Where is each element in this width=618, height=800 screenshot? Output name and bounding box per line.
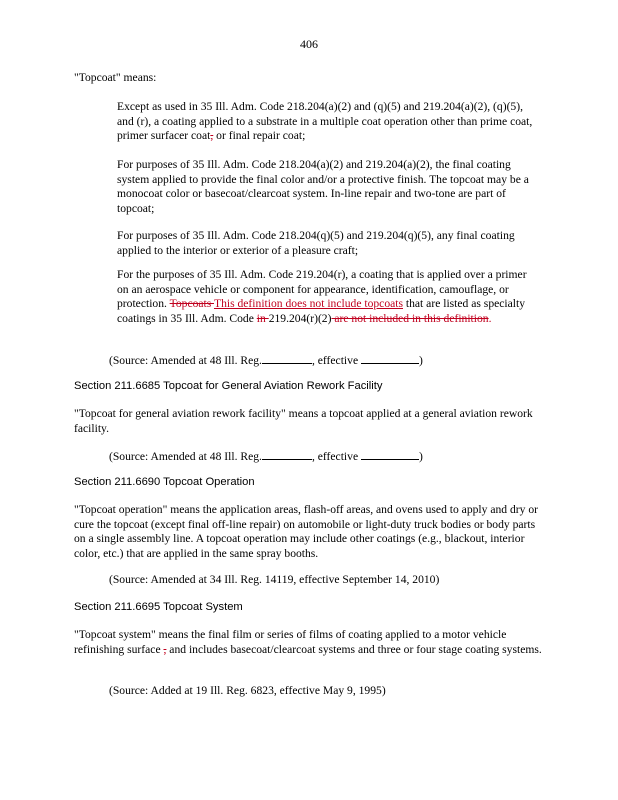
blank-line — [361, 352, 419, 364]
topcoat-source-note: (Source: Amended at 48 Ill. Reg. , effective ) — [109, 354, 423, 367]
deleted-text: , — [163, 642, 167, 656]
deleted-text: in — [256, 312, 269, 326]
topcoat-intro: "Topcoat" means: — [74, 71, 157, 84]
section-6690-heading: Section 211.6690 Topcoat Operation — [74, 476, 255, 488]
blank-line — [262, 448, 312, 460]
deleted-text: Topcoats — [169, 297, 214, 311]
blank-line — [361, 448, 419, 460]
topcoat-def-4: For the purposes of 35 Ill. Adm. Code 219.204(r), a coating that is applied over a primer on an aerospace vehicle or component for appearance, identification, camouflage, or protection. Topcoats This definition does not include topcoats that are listed as specialty coatings in 35 Ill. Adm. Code in 219.204(r)(2) are not included in this definition. — [117, 268, 527, 326]
section-6690-body: "Topcoat operation" means the application areas, flash-off areas, and ovens used to apply and dry or cure the topcoat (except final off-line repair) on automobile or light-duty truck bodies or body parts on a single assembly line. A topcoat operation may include other coatings (e.g., blackout, interior color, etc.) that are applied in the same spray booths. — [74, 503, 538, 561]
section-6685-heading: Section 211.6685 Topcoat for General Aviation Rework Facility — [74, 380, 383, 392]
section-6695-body: "Topcoat system" means the final film or series of films of coating applied to a motor vehicle refinishing surface , and includes basecoat/clearcoat systems and three or four stage coating systems. — [74, 628, 542, 656]
section-6695-source-note: (Source: Added at 19 Ill. Reg. 6823, effective May 9, 1995) — [109, 684, 386, 697]
section-6685-body: "Topcoat for general aviation rework facility" means a topcoat applied at a general aviation rework facility. — [74, 407, 533, 435]
blank-line — [262, 352, 312, 364]
topcoat-def-1: Except as used in 35 Ill. Adm. Code 218.204(a)(2) and (q)(5) and 219.204(a)(2), (q)(5), and (r), a coating applied to a substrate in a multiple coat operation other than prime coat, primer surfacer coat, or final repair coat; — [117, 100, 533, 143]
section-6690-source-note: (Source: Amended at 34 Ill. Reg. 14119, effective September 14, 2010) — [109, 573, 440, 586]
page-number: 406 — [300, 37, 318, 51]
deleted-text: , — [210, 129, 214, 143]
section-6695-heading: Section 211.6695 Topcoat System — [74, 601, 243, 613]
inserted-text: This definition does not include topcoats — [213, 297, 403, 311]
section-6685-source-note: (Source: Amended at 48 Ill. Reg. , effective ) — [109, 450, 423, 463]
topcoat-def-2: For purposes of 35 Ill. Adm. Code 218.204(a)(2) and 219.204(a)(2), the final coating system applied to provide the final color and/or a protective finish. The topcoat may be a monocoat color or basecoat/clearcoat system. In-line repair and two-tone are part of topcoat; — [117, 158, 529, 216]
topcoat-def-3: For purposes of 35 Ill. Adm. Code 218.204(q)(5) and 219.204(q)(5), any final coating applied to the interior or exterior of a pleasure craft; — [117, 229, 515, 257]
deleted-text: are not included in this definition — [331, 312, 489, 326]
